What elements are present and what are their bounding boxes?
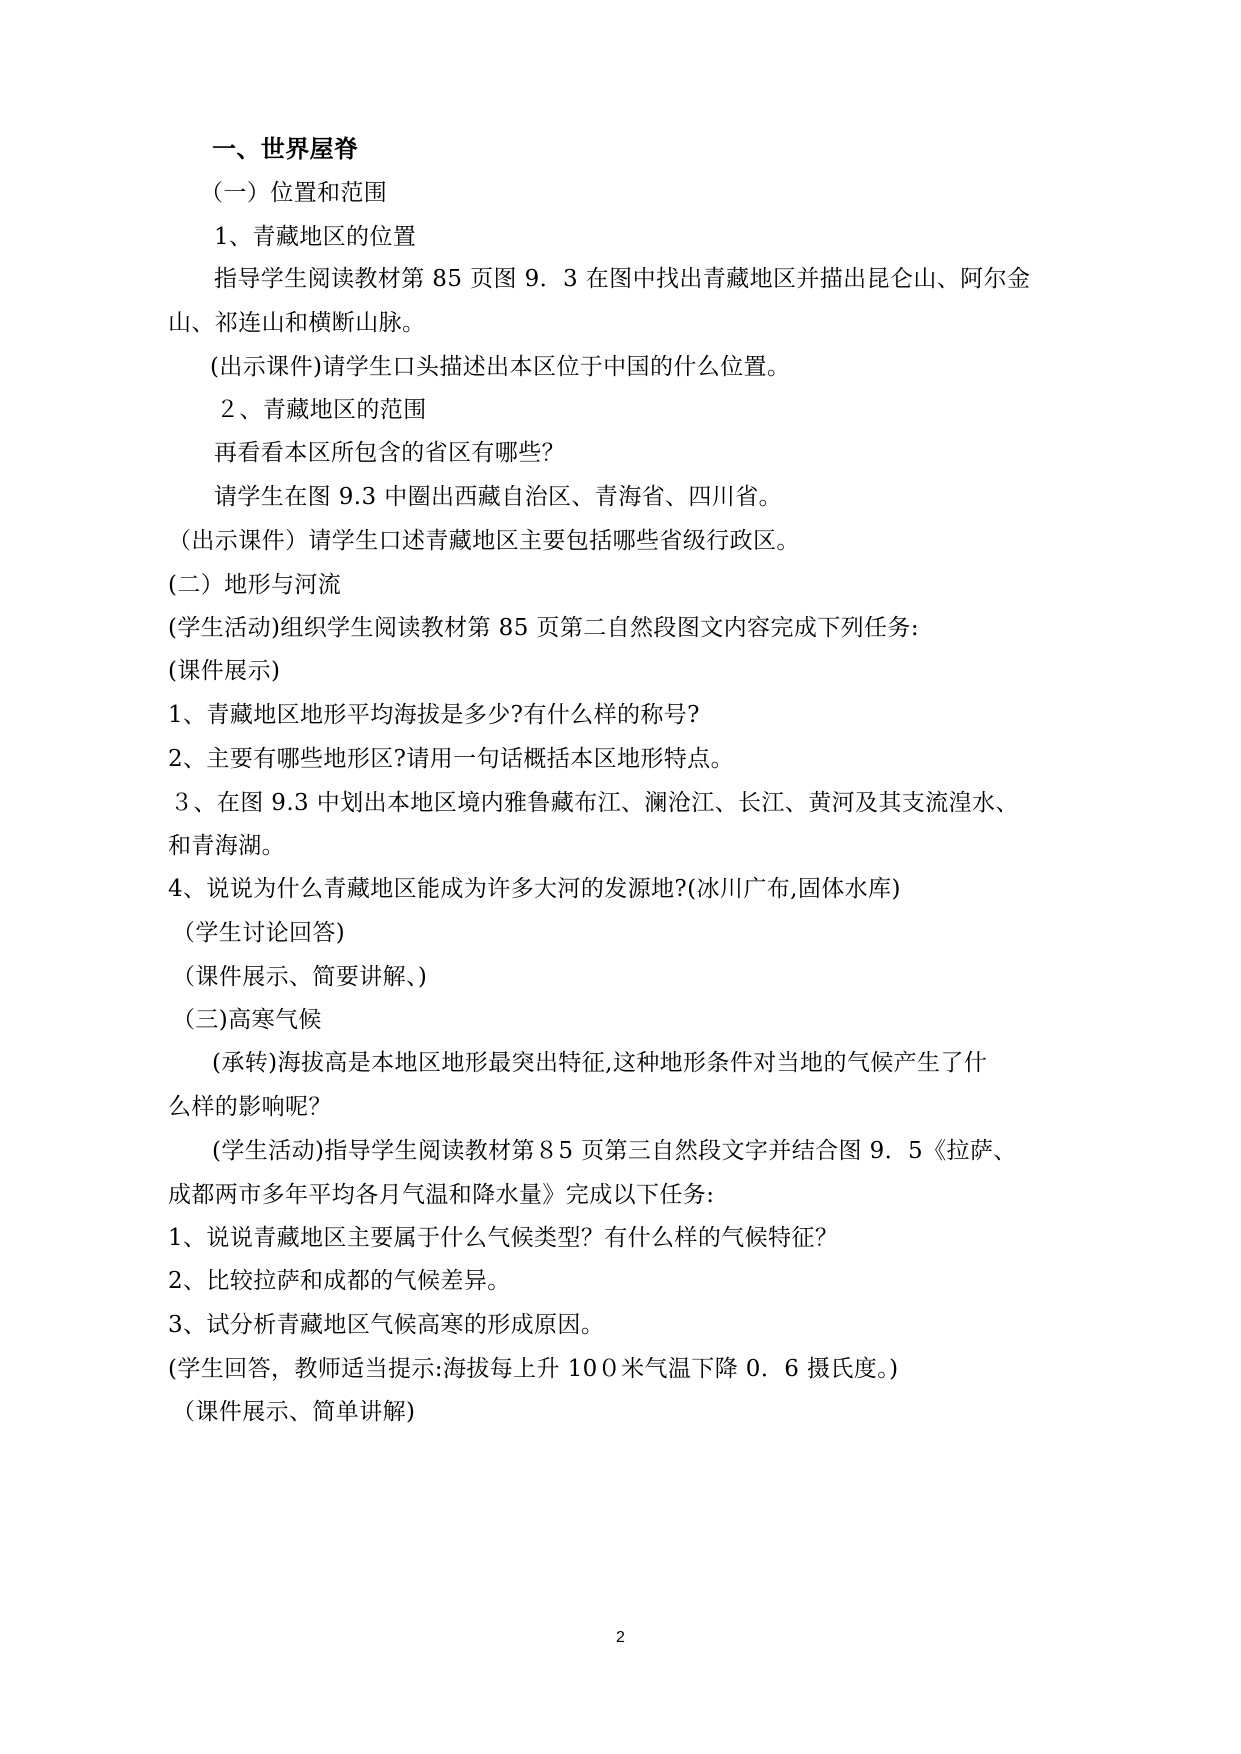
subsection-heading: (二）地形与河流: [168, 572, 342, 598]
text-line: 3、试分析青藏地区气候高寒的形成原因。: [168, 1312, 605, 1338]
text-line: ３、在图 9.3 中划出本地区境内雅鲁藏布江、澜沧江、长江、黄河及其支流湟水、: [170, 790, 1019, 816]
text-line: （课件展示、简要讲解、): [172, 964, 428, 990]
text-line: 么样的影响呢？: [168, 1094, 332, 1120]
text-line: (出示课件)请学生口头描述出本区位于中国的什么位置。: [210, 354, 791, 380]
text-line: (课件展示): [168, 658, 281, 684]
text-line: (学生回答，教师适当提示:海拔每上升 10０米气温下降 0．6 摄氏度。): [168, 1356, 899, 1382]
text-line: 再看看本区所包含的省区有哪些？: [214, 440, 565, 466]
text-line: （出示课件）请学生口述青藏地区主要包括哪些省级行政区。: [168, 528, 800, 554]
section-heading: 一、世界屋脊: [212, 134, 359, 163]
subsection-heading: （三)高寒气候: [172, 1007, 322, 1033]
text-line: 指导学生阅读教材第 85 页图 9．3 在图中找出青藏地区并描出昆仑山、阿尔金: [214, 266, 1031, 292]
text-line: （课件展示、简单讲解): [172, 1399, 416, 1425]
text-line: 1、说说青藏地区主要属于什么气候类型？有什么样的气候特征？: [168, 1225, 839, 1251]
text-line: 成都两市多年平均各月气温和降水量》完成以下任务:: [168, 1182, 715, 1208]
text-line: 4、说说为什么青藏地区能成为许多大河的发源地?(冰川广布,固体水库): [168, 876, 901, 902]
text-line: 2、比较拉萨和成都的气候差异。: [168, 1268, 511, 1294]
text-line: (学生活动)指导学生阅读教材第８5 页第三自然段文字并结合图 9．5《拉萨、: [212, 1138, 1017, 1164]
text-line: (承转)海拔高是本地区地形最突出特征,这种地形条件对当地的气候产生了什: [212, 1050, 988, 1076]
text-line: 山、祁连山和横断山脉。: [168, 310, 426, 336]
text-line: 2、主要有哪些地形区?请用一句话概括本区地形特点。: [168, 746, 734, 772]
text-line: （学生讨论回答): [172, 920, 346, 946]
text-line: ２、青藏地区的范围: [216, 397, 427, 423]
text-line: 1、青藏地区地形平均海拔是多少?有什么样的称号?: [168, 702, 700, 728]
text-line: (学生活动)组织学生阅读教材第 85 页第二自然段图文内容完成下列任务:: [168, 615, 919, 641]
page-number: 2: [616, 1629, 625, 1646]
subsection-heading: （一）位置和范围: [200, 180, 388, 206]
text-line: 请学生在图 9.3 中圈出西藏自治区、青海省、四川省。: [214, 484, 782, 510]
text-line: 1、青藏地区的位置: [214, 224, 417, 250]
text-line: 和青海湖。: [168, 833, 285, 859]
